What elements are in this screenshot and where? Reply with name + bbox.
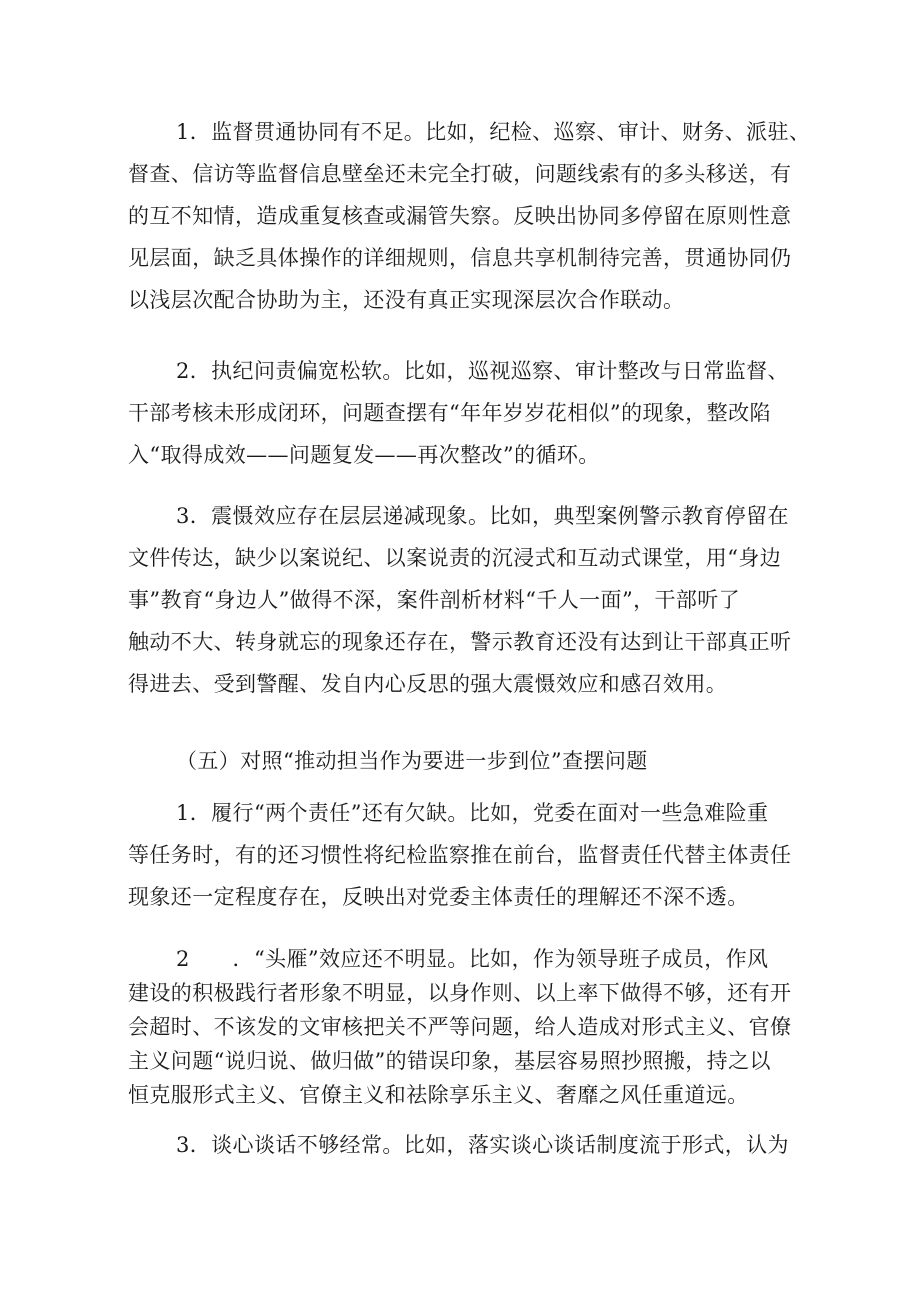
text-line: 得进去、受到警醒、发自内心反思的强大震慑效应和感召效用。 [128, 672, 728, 696]
text-line: 等任务时，有的还习惯性将纪检监察推在前台，监督责任代替主体责任 [128, 843, 792, 867]
text-line: 恒克服形式主义、官僚主义和祛除享乐主义、奢靡之风任重道远。 [128, 1083, 749, 1107]
text-line: 入“取得成效——问题复发——再次整改”的循环。 [128, 443, 600, 467]
section-heading [128, 740, 818, 782]
text-line: 1．履行“两个责任”还有欠缺。比如，党委在面对一些急难险重 [176, 801, 769, 825]
text-line: 以浅层次配合协助为主，还没有真正实现深层次合作联动。 [128, 288, 685, 312]
paragraph-6 [128, 1124, 818, 1166]
text-line: （五）对照“推动担当作为要进一步到位”查摆问题 [176, 749, 648, 773]
text-line: 见层面，缺乏具体操作的详细规则，信息共享机制待完善，贯通协同仍 [128, 246, 792, 270]
text-line: 干部考核未形成闭环，问题查摆有“年年岁岁花相似”的现象，整改陷 [128, 401, 771, 425]
text-line: 触动不大、转身就忘的现象还存在，警示教育还没有达到让干部真正听 [128, 630, 792, 654]
paragraph-5 [128, 942, 818, 1112]
text-line: 的互不知情，造成重复核查或漏管失察。反映出协同多停留在原则性意 [128, 204, 792, 228]
text-line: 1．监督贯通协同有不足。比如，纪检、巡察、审计、财务、派驻、 [176, 120, 811, 144]
text-line: 3．震慑效应存在层层递减现象。比如，典型案例警示教育停留在 [176, 504, 789, 528]
text-line: 2．执纪问责偏宽松软。比如，巡视巡察、审计整改与日常监督、 [176, 359, 789, 383]
text-line: 会超时、不该发的文审核把关不严等问题，给人造成对形式主义、官僚 [128, 1015, 792, 1039]
paragraph-1 [128, 111, 818, 321]
text-line: 文件传达，缺少以案说纪、以案说责的沉浸式和互动式课堂，用“身边 [128, 546, 782, 570]
text-line: 督查、信访等监督信息壁垒还未完全打破，问题线索有的多头移送，有 [128, 162, 792, 186]
paragraph-4 [128, 792, 818, 918]
text-line: 3．谈心谈话不够经常。比如，落实谈心谈话制度流于形式，认为 [176, 1133, 789, 1157]
paragraph-2 [128, 350, 818, 476]
text-line: 主义问题“说归说、做归做”的错误印象，基层容易照抄照搬，持之以 [128, 1049, 771, 1073]
text-line: 2 ．“头雁”效应还不明显。比如，作为领导班子成员，作风 [176, 947, 769, 971]
paragraph-3 [128, 495, 818, 705]
text-line: 建设的积极践行者形象不明显，以身作则、以上率下做得不够，还有开 [128, 981, 792, 1005]
text-line: 现象还一定程度存在，反映出对党委主体责任的理解还不深不透。 [128, 885, 749, 909]
text-line: 事”教育“身边人”做得不深，案件剖析材料“千人一面”，干部听了 [128, 588, 741, 612]
